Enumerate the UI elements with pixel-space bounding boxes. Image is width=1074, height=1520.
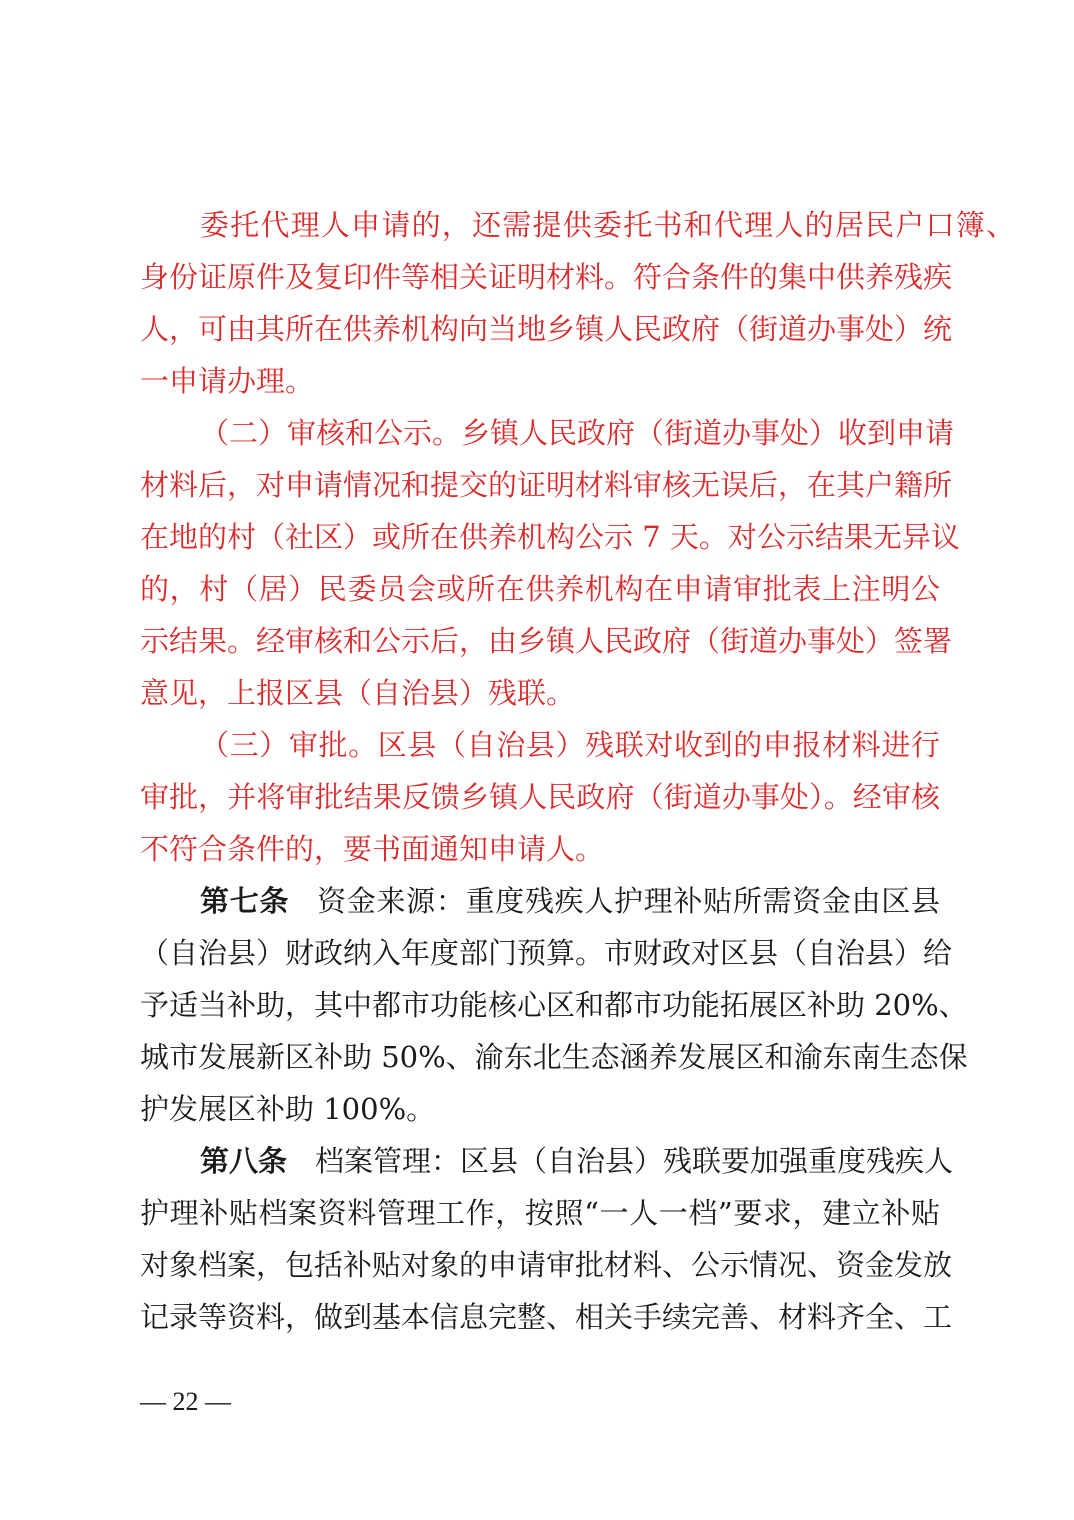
article-8-line-4: 记录等资料，做到基本信息完整、相关手续完善、材料齐全、工	[140, 1300, 953, 1334]
paragraph-3-line-3: 不符合条件的，要书面通知申请人。	[140, 832, 605, 866]
article-7-line-3: 予适当补助，其中都市功能核心区和都市功能拓展区补助 20%、	[140, 988, 968, 1022]
article-8-heading: 第八条	[200, 1144, 288, 1178]
paragraph-2-line-6: 意见，上报区县（自治县）残联。	[140, 676, 576, 710]
paragraph-1-line-1: 委托代理人申请的，还需提供委托书和代理人的居民户口簿、	[200, 208, 1015, 242]
article-7-text: 资金来源：重度残疾人护理补贴所需资金由区县	[317, 884, 940, 918]
paragraph-2-line-5: 示结果。经审核和公示后，由乡镇人民政府（街道办事处）签署	[140, 624, 953, 658]
paragraph-3-line-1: （三）审批。区县（自治县）残联对收到的申报材料进行	[200, 728, 940, 762]
paragraph-1-line-3: 人，可由其所在供养机构向当地乡镇人民政府（街道办事处）统	[140, 312, 953, 346]
paragraph-2-line-3: 在地的村（社区）或所在供养机构公示 7 天。对公示结果无异议	[140, 520, 960, 554]
paragraph-2-line-2: 材料后，对申请情况和提交的证明材料审核无误后，在其户籍所	[140, 468, 953, 502]
article-7-heading: 第七条	[200, 884, 290, 918]
article-8-line-2: 护理补贴档案资料管理工作，按照“一人一档”要求，建立补贴	[140, 1196, 940, 1230]
article-8-line-3: 对象档案，包括补贴对象的申请审批材料、公示情况、资金发放	[140, 1248, 953, 1282]
page-number: — 22 —	[140, 1387, 231, 1416]
paragraph-1-line-2: 身份证原件及复印件等相关证明材料。符合条件的集中供养残疾	[140, 260, 953, 294]
article-8-text: 档案管理：区县（自治县）残联要加强重度残疾人	[315, 1144, 954, 1178]
article-7-line-1	[200, 881, 940, 921]
article-8-line-1	[200, 1141, 954, 1181]
paragraph-2-line-1: （二）审核和公示。乡镇人民政府（街道办事处）收到申请	[200, 416, 955, 450]
paragraph-1-line-4: 一申请办理。	[140, 364, 315, 398]
article-7-line-2: （自治县）财政纳入年度部门预算。市财政对区县（自治县）给	[140, 936, 953, 970]
paragraph-2-line-4: 的，村（居）民委员会或所在供养机构在申请审批表上注明公	[140, 572, 940, 606]
paragraph-3-line-2: 审批，并将审批结果反馈乡镇人民政府（街道办事处）。经审核	[140, 780, 940, 814]
article-7-line-4: 城市发展新区补助 50%、渝东北生态涵养发展区和渝东南生态保	[140, 1040, 968, 1074]
article-7-line-5: 护发展区补助 100%。	[140, 1092, 436, 1126]
